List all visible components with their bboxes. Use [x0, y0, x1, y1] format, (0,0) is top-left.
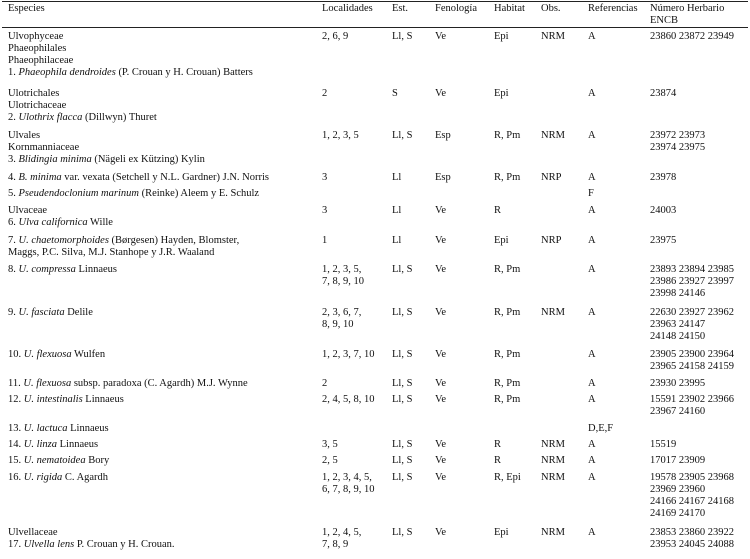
species-epithet: U. linza	[23, 439, 58, 450]
header-especies: Especies	[8, 3, 45, 14]
cell-fenologia: Ve	[435, 205, 447, 216]
species-epithet: Ulvella lens	[23, 539, 75, 550]
cell-numero-herbario: 23893 23894 23985 23986 23927 23997 23998 24146	[650, 264, 734, 299]
header-fenologia: Fenología	[435, 3, 477, 14]
header-bottom-rule	[2, 27, 748, 28]
cell-especies	[8, 455, 320, 467]
species-line	[8, 235, 320, 247]
cell-localidades: 1, 2, 3, 4, 5, 6, 7, 8, 9, 10	[322, 472, 375, 495]
cell-numero-herbario: 15591 23902 23966 23967 24160	[650, 394, 734, 417]
cell-est: Ll, S	[392, 472, 413, 483]
header-obs: Obs.	[541, 3, 561, 14]
cell-referencias: A	[588, 472, 596, 483]
cell-localidades: 3	[322, 205, 328, 216]
species-line	[8, 205, 320, 217]
cell-localidades: 3	[322, 172, 328, 183]
cell-numero-herbario: 24003	[650, 205, 677, 216]
cell-referencias: A	[588, 394, 596, 405]
species-line	[8, 43, 320, 55]
species-text: 10.	[8, 349, 24, 360]
species-line	[8, 217, 320, 229]
cell-fenologia: Ve	[435, 235, 447, 246]
cell-especies	[8, 349, 320, 361]
species-text: Bory	[85, 455, 110, 466]
species-text: 1.	[8, 67, 19, 78]
species-text: 5.	[8, 188, 19, 199]
cell-localidades: 1, 2, 3, 5, 7, 8, 9, 10	[322, 264, 364, 287]
cell-est: Ll	[392, 172, 402, 183]
cell-localidades: 2, 5	[322, 455, 338, 466]
cell-obs: NRP	[541, 172, 562, 183]
species-text: 16.	[8, 472, 24, 483]
species-text: var. vexata (Setchell y N.L. Gardner) J.N. Norris	[61, 172, 269, 183]
cell-fenologia: Ve	[435, 472, 447, 483]
cell-habitat: R, Pm	[494, 172, 521, 183]
species-text: Linnaeus	[75, 264, 117, 275]
cell-especies	[8, 307, 320, 319]
header-localidades: Localidades	[322, 3, 373, 14]
cell-especies	[8, 130, 320, 166]
species-text: (Børgesen) Hayden, Blomster,	[108, 235, 240, 246]
cell-obs: NRM	[541, 307, 565, 318]
cell-est: Ll	[392, 205, 402, 216]
cell-fenologia: Ve	[435, 31, 447, 42]
cell-localidades: 1	[322, 235, 328, 246]
species-text: C. Agardh	[62, 472, 109, 483]
cell-habitat: Epi	[494, 31, 509, 42]
cell-est: S	[392, 88, 398, 99]
cell-numero-herbario: 17017 23909	[650, 455, 706, 466]
cell-especies	[8, 423, 320, 435]
species-line	[8, 88, 320, 100]
cell-referencias: F	[588, 188, 594, 199]
header-referencias: Referencias	[588, 3, 638, 14]
header-numero-herbario: Número Herbario ENCB	[650, 3, 725, 26]
species-text: 7.	[8, 235, 19, 246]
cell-est: Ll, S	[392, 439, 413, 450]
species-text: 15.	[8, 455, 24, 466]
cell-referencias: A	[588, 527, 596, 538]
species-line	[8, 55, 320, 67]
species-line	[8, 439, 320, 451]
species-line	[8, 67, 320, 79]
species-epithet: U. nematoidea	[23, 455, 86, 466]
species-epithet: U. compressa	[18, 264, 76, 275]
species-epithet: U. flexuosa	[23, 378, 72, 389]
species-text: 11.	[8, 378, 24, 389]
cell-obs: NRM	[541, 472, 565, 483]
cell-numero-herbario: 22630 23927 23962 23963 24147 24148 24150	[650, 307, 734, 342]
cell-est: Ll, S	[392, 378, 413, 389]
species-text: Wulfen	[71, 349, 106, 360]
species-text: P. Crouan y H. Crouan.	[74, 539, 175, 550]
cell-numero-herbario: 23905 23900 23964 23965 24158 24159	[650, 349, 734, 372]
cell-fenologia: Ve	[435, 88, 447, 99]
cell-referencias: A	[588, 31, 596, 42]
species-text: Linnaeus	[57, 439, 99, 450]
species-epithet: U. flexuosa	[23, 349, 72, 360]
species-text: (P. Crouan y H. Crouan) Batters	[115, 67, 253, 78]
cell-est: Ll, S	[392, 455, 413, 466]
species-line	[8, 172, 320, 184]
cell-numero-herbario: 23860 23872 23949	[650, 31, 734, 42]
species-line	[8, 455, 320, 467]
cell-localidades: 1, 2, 3, 7, 10	[322, 349, 375, 360]
cell-referencias: D,E,F	[588, 423, 614, 434]
species-epithet: Ulothrix flacca	[18, 112, 83, 123]
species-line	[8, 188, 320, 200]
cell-numero-herbario: 23975	[650, 235, 677, 246]
cell-localidades: 1, 2, 4, 5, 7, 8, 9	[322, 527, 362, 550]
species-text: 4.	[8, 172, 19, 183]
cell-obs: NRM	[541, 527, 565, 538]
species-text: 14.	[8, 439, 24, 450]
cell-numero-herbario: 23978	[650, 172, 677, 183]
cell-especies	[8, 88, 320, 124]
cell-est: Ll, S	[392, 31, 413, 42]
cell-localidades: 2	[322, 88, 328, 99]
species-text: Ulotrichales	[8, 88, 60, 99]
cell-est: Ll	[392, 235, 402, 246]
species-text: Linnaeus	[67, 423, 109, 434]
cell-habitat: R	[494, 455, 502, 466]
species-line	[8, 247, 320, 259]
cell-especies	[8, 472, 320, 484]
cell-habitat: Epi	[494, 88, 509, 99]
header-habitat: Habitat	[494, 3, 525, 14]
cell-localidades: 2	[322, 378, 328, 389]
species-epithet: Blidingia minima	[18, 154, 92, 165]
species-text: Ulvales	[8, 130, 41, 141]
cell-especies	[8, 264, 320, 276]
species-text: Phaeophilales	[8, 43, 67, 54]
species-text: 17.	[8, 539, 24, 550]
species-line	[8, 307, 320, 319]
cell-referencias: A	[588, 349, 596, 360]
cell-especies	[8, 527, 320, 551]
cell-referencias: A	[588, 205, 596, 216]
species-line	[8, 349, 320, 361]
cell-fenologia: Esp	[435, 172, 451, 183]
cell-habitat: R, Epi	[494, 472, 521, 483]
species-text: Ulotrichaceae	[8, 100, 67, 111]
species-line	[8, 527, 320, 539]
cell-est: Ll, S	[392, 264, 413, 275]
cell-especies	[8, 205, 320, 229]
species-text: 13.	[8, 423, 24, 434]
cell-especies	[8, 394, 320, 406]
cell-referencias: A	[588, 235, 596, 246]
species-epithet: Ulva californica	[18, 217, 88, 228]
cell-fenologia: Ve	[435, 378, 447, 389]
species-line	[8, 112, 320, 124]
cell-habitat: R, Pm	[494, 307, 521, 318]
species-text: 3.	[8, 154, 19, 165]
species-epithet: U. fasciata	[18, 307, 65, 318]
species-text: 12.	[8, 394, 24, 405]
cell-fenologia: Ve	[435, 455, 447, 466]
species-epithet: Phaeophila dendroides	[18, 67, 116, 78]
cell-habitat: R	[494, 205, 502, 216]
cell-habitat: R, Pm	[494, 264, 521, 275]
cell-especies	[8, 172, 320, 184]
cell-numero-herbario: 23930 23995	[650, 378, 706, 389]
species-text: Linnaeus	[82, 394, 124, 405]
species-line	[8, 394, 320, 406]
cell-fenologia: Ve	[435, 349, 447, 360]
species-epithet: U. rigida	[23, 472, 63, 483]
cell-referencias: A	[588, 130, 596, 141]
species-line	[8, 31, 320, 43]
cell-fenologia: Ve	[435, 439, 447, 450]
cell-habitat: R, Pm	[494, 378, 521, 389]
species-epithet: U. chaetomorphoides	[18, 235, 109, 246]
cell-localidades: 3, 5	[322, 439, 338, 450]
cell-est: Ll, S	[392, 130, 413, 141]
cell-habitat: R	[494, 439, 502, 450]
cell-habitat: R, Pm	[494, 349, 521, 360]
cell-numero-herbario: 19578 23905 23968 23969 23960 24166 24167 24168 24169 24170	[650, 472, 734, 519]
cell-fenologia: Ve	[435, 527, 447, 538]
cell-especies	[8, 188, 320, 200]
species-line	[8, 154, 320, 166]
cell-numero-herbario: 23972 23973 23974 23975	[650, 130, 706, 153]
species-line	[8, 264, 320, 276]
species-line	[8, 142, 320, 154]
species-text: Maggs, P.C. Silva, M.J. Stanhope y J.R. Waaland	[8, 247, 215, 258]
cell-fenologia: Ve	[435, 264, 447, 275]
cell-numero-herbario: 15519	[650, 439, 677, 450]
cell-obs: NRP	[541, 235, 562, 246]
cell-obs: NRM	[541, 439, 565, 450]
cell-numero-herbario: 23874	[650, 88, 677, 99]
species-epithet: Pseudendoclonium marinum	[18, 188, 139, 199]
species-epithet: B. minima	[18, 172, 62, 183]
species-text: (Reinke) Aleem y E. Schulz	[138, 188, 260, 199]
cell-est: Ll, S	[392, 394, 413, 405]
cell-referencias: A	[588, 172, 596, 183]
species-text: Kornmanniaceae	[8, 142, 80, 153]
species-text: 8.	[8, 264, 19, 275]
cell-fenologia: Ve	[435, 307, 447, 318]
cell-numero-herbario: 23853 23860 23922 23953 24045 24088	[650, 527, 734, 550]
cell-localidades: 2, 6, 9	[322, 31, 349, 42]
species-line	[8, 423, 320, 435]
species-line	[8, 130, 320, 142]
species-text: 6.	[8, 217, 19, 228]
species-line	[8, 378, 320, 390]
cell-referencias: A	[588, 307, 596, 318]
cell-referencias: A	[588, 88, 596, 99]
species-line	[8, 539, 320, 551]
cell-localidades: 2, 3, 6, 7, 8, 9, 10	[322, 307, 362, 330]
species-text: subsp. paradoxa (C. Agardh) M.J. Wynne	[71, 378, 248, 389]
species-text: Phaeophilaceae	[8, 55, 74, 66]
species-text: Ulvophyceae	[8, 31, 64, 42]
species-epithet: U. lactuca	[23, 423, 68, 434]
cell-localidades: 1, 2, 3, 5	[322, 130, 359, 141]
cell-habitat: R, Pm	[494, 130, 521, 141]
species-line	[8, 100, 320, 112]
species-text: Ulvaceae	[8, 205, 48, 216]
table-top-rule	[2, 1, 748, 2]
species-epithet: U. intestinalis	[23, 394, 83, 405]
header-est: Est.	[392, 3, 409, 14]
cell-referencias: A	[588, 439, 596, 450]
cell-obs: NRM	[541, 130, 565, 141]
species-text: Wille	[87, 217, 113, 228]
cell-habitat: R, Pm	[494, 394, 521, 405]
species-text: (Nägeli ex Kützing) Kylin	[91, 154, 205, 165]
cell-fenologia: Ve	[435, 394, 447, 405]
cell-localidades: 2, 4, 5, 8, 10	[322, 394, 375, 405]
species-text: (Dillwyn) Thuret	[82, 112, 157, 123]
cell-referencias: A	[588, 378, 596, 389]
cell-est: Ll, S	[392, 307, 413, 318]
cell-est: Ll, S	[392, 349, 413, 360]
cell-especies	[8, 439, 320, 451]
cell-referencias: A	[588, 264, 596, 275]
species-text: 2.	[8, 112, 19, 123]
cell-referencias: A	[588, 455, 596, 466]
cell-fenologia: Esp	[435, 130, 451, 141]
species-text: Delile	[64, 307, 93, 318]
cell-habitat: Epi	[494, 235, 509, 246]
cell-est: Ll, S	[392, 527, 413, 538]
cell-obs: NRM	[541, 455, 565, 466]
species-line	[8, 472, 320, 484]
species-text: 9.	[8, 307, 19, 318]
cell-obs: NRM	[541, 31, 565, 42]
cell-especies	[8, 235, 320, 259]
species-text: Ulvellaceae	[8, 527, 58, 538]
cell-especies	[8, 378, 320, 390]
cell-especies	[8, 31, 320, 79]
cell-habitat: Epi	[494, 527, 509, 538]
